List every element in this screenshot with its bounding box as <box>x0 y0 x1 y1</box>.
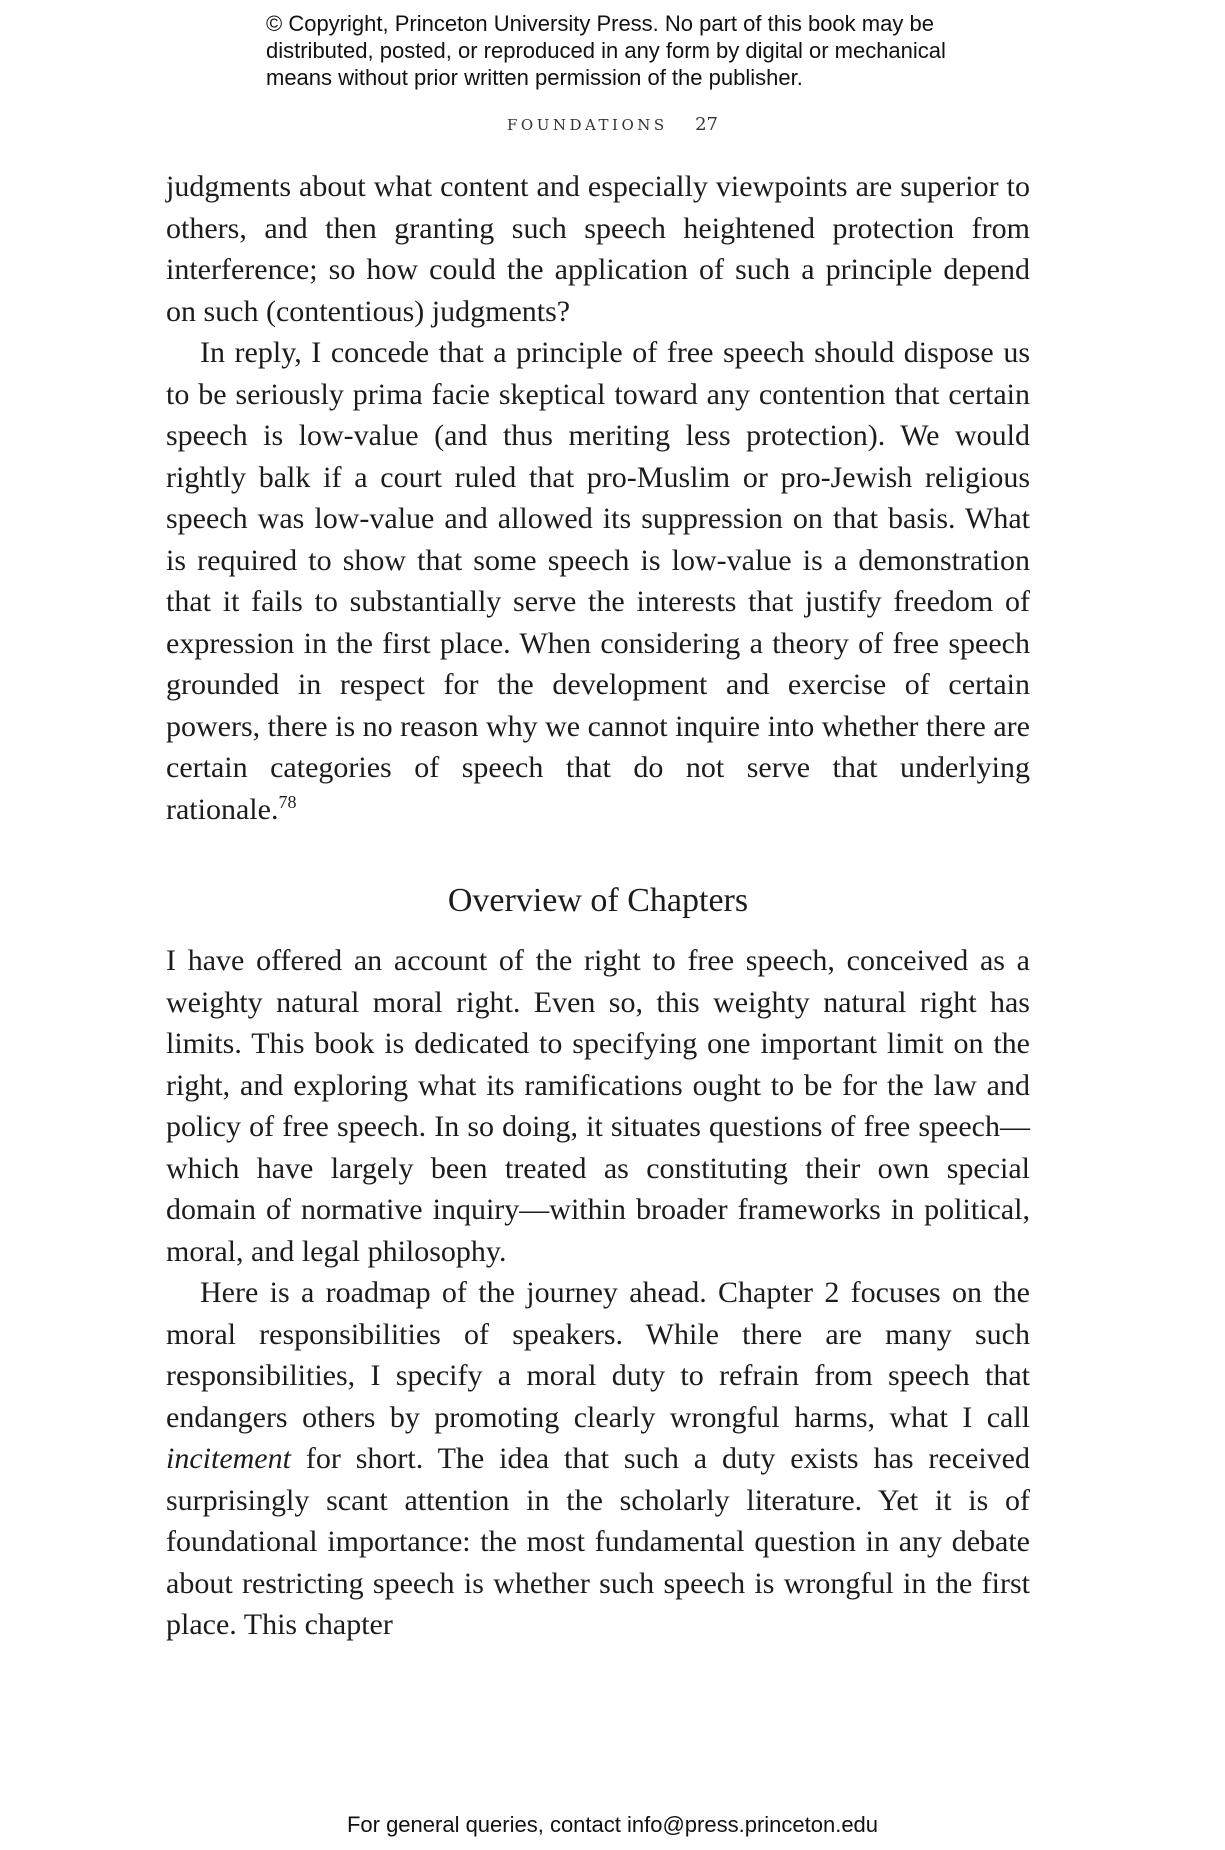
paragraph-text: for short. The idea that such a duty exists has received surprisingly scant attention in the scholarly literature. Yet it is of foundational importance: the most fundamental question in any debate about restricting speech is whether such speech is wrongful in the first place. This chapter <box>166 1442 1030 1641</box>
body-text <box>166 166 1030 1646</box>
paragraph: judgments about what content and especially viewpoints are superior to others, and then granting such speech heightened protection from interference; so how could the application of such a principle depend on such (contentious) judgments? <box>166 170 1030 328</box>
paragraph-text: In reply, I concede that a principle of free speech should dispose us to be seriously prima facie skeptical toward any contention that certain speech is low-value (and thus meriting less protection). We would rightly balk if a court ruled that pro-Muslim or pro-Jewish religious speech was low-value and allowed its suppression on that basis. What is required to show that some speech is low-value is a demonstration that it fails to substantially serve the interests that justify freedom of expression in the first place. When considering a theory of free speech grounded in respect for the development and exercise of certain powers, there is no reason why we cannot inquire into whether there are certain categories of speech that do not serve that underlying rationale. <box>166 336 1030 826</box>
paragraph-text: Here is a roadmap of the journey ahead. Chapter 2 focuses on the moral responsibilities of speakers. While there are many such responsibilities, I specify a moral duty to refrain from speech that endangers others by promoting clearly wrongful harms, what I call <box>166 1276 1030 1434</box>
emphasized-term: incitement <box>166 1442 291 1475</box>
running-head <box>0 114 1225 135</box>
paragraph <box>166 1272 1030 1646</box>
footer-contact: For general queries, contact info@press.princeton.edu <box>346 1812 879 1837</box>
paragraph <box>166 332 1030 830</box>
running-head-title: FOUNDATIONS <box>507 116 668 134</box>
footnote-reference: 78 <box>278 791 297 812</box>
copyright-notice: © Copyright, Princeton University Press. No part of this book may be distributed, posted, or reproduced in any form by digital or mechanical means without prior written permission of the publisher. <box>266 11 946 90</box>
paragraph: I have offered an account of the right to free speech, conceived as a weighty natural moral right. Even so, this weighty natural right has limits. This book is dedicated to specifying one important limit on the right, and exploring what its ramifications ought to be for the law and policy of free speech. In so doing, it situates questions of free speech—which have largely been treated as constituting their own special domain of normative inquiry—within broader frameworks in political, moral, and legal philosophy. <box>166 944 1030 1268</box>
section-heading: Overview of Chapters <box>447 882 749 919</box>
page-number: 27 <box>695 114 718 135</box>
